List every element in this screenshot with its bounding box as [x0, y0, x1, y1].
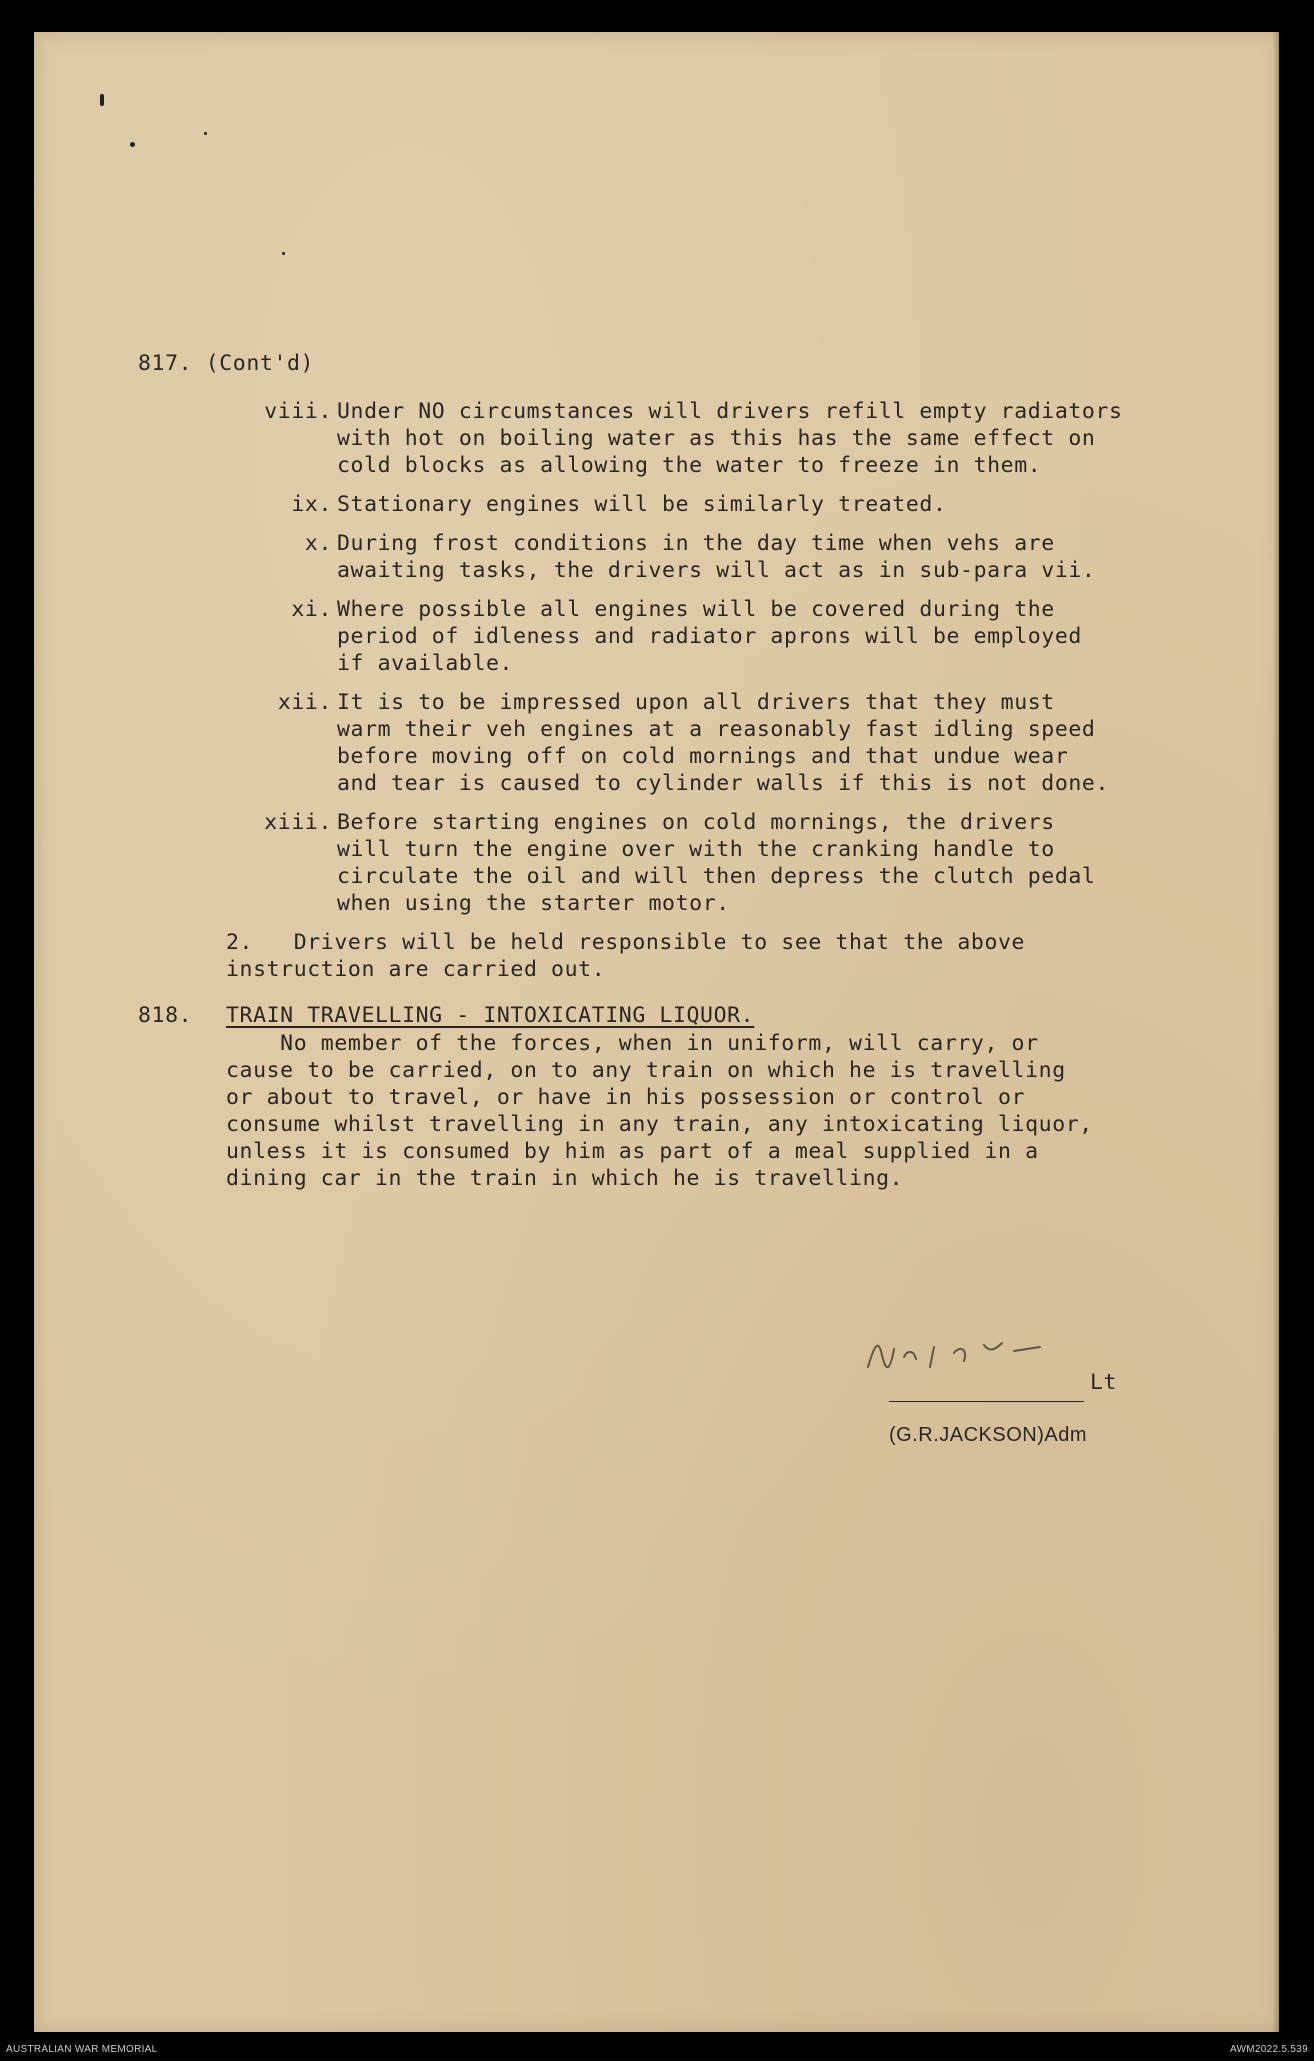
section-818-line-3: or about to travel, or have in his possession or control or: [226, 1085, 1026, 1110]
footer-reference: AWM2022.5.539: [1229, 2044, 1308, 2055]
item-ix-line-1: Stationary engines will be similarly treated.: [337, 492, 947, 517]
section-818-line-6: dining car in the train in which he is travelling.: [226, 1166, 904, 1191]
item-x-line-1: During frost conditions in the day time when vehs are: [337, 531, 1055, 556]
ink-speck: [100, 94, 104, 106]
ink-speck: [204, 132, 207, 135]
item-x-line-2: awaiting tasks, the drivers will act as in sub-para vii.: [337, 558, 1096, 583]
item-xi-line-1: Where possible all engines will be covered during the: [337, 597, 1055, 622]
ink-speck: [282, 252, 285, 255]
handwritten-signature: [864, 1327, 1064, 1377]
para-2-line-1: 2. Drivers will be held responsible to see that the above: [226, 930, 1026, 955]
signature-line: [889, 1401, 1084, 1402]
item-xiii-line-2: will turn the engine over with the cranking handle to: [337, 837, 1055, 862]
section-818-line-1: No member of the forces, when in uniform, will carry, or: [226, 1031, 1039, 1056]
item-xiii-line-4: when using the starter motor.: [337, 891, 730, 916]
item-x-number: x.: [304, 531, 332, 556]
ink-speck: [130, 142, 135, 147]
item-viii-line-3: cold blocks as allowing the water to freeze in them.: [337, 453, 1042, 478]
item-xi-line-3: if available.: [337, 651, 514, 676]
item-xiii-number: xiii.: [264, 810, 332, 835]
section-818-line-2: cause to be carried, on to any train on which he is travelling: [226, 1058, 1066, 1083]
signature-name: (G.R.JACKSON)Adm: [889, 1424, 1088, 1446]
section-818-line-4: consume whilst travelling in any train, any intoxicating liquor,: [226, 1112, 1093, 1137]
item-viii-line-1: Under NO circumstances will drivers refill empty radiators: [337, 399, 1123, 424]
section-818-line-5: unless it is consumed by him as part of a meal supplied in a: [226, 1139, 1039, 1164]
item-xii-line-3: before moving off on cold mornings and that undue wear: [337, 744, 1069, 769]
document-page: [34, 32, 1279, 2032]
item-xiii-line-3: circulate the oil and will then depress the clutch pedal: [337, 864, 1096, 889]
item-xi-number: xi.: [291, 597, 332, 622]
item-xiii-line-1: Before starting engines on cold mornings, the drivers: [337, 810, 1055, 835]
item-ix-number: ix.: [291, 492, 332, 517]
item-xii-line-4: and tear is caused to cylinder walls if this is not done.: [337, 771, 1110, 796]
item-xii-line-2: warm their veh engines at a reasonably fast idling speed: [337, 717, 1096, 742]
footer-institution: AUSTRALIAN WAR MEMORIAL: [6, 2044, 158, 2055]
item-xii-number: xii.: [277, 690, 332, 715]
item-viii-line-2: with hot on boiling water as this has the same effect on: [337, 426, 1096, 451]
item-viii-number: viii.: [264, 399, 332, 424]
section-818-number: 818.: [138, 1003, 193, 1028]
para-2-line-2: instruction are carried out.: [226, 957, 606, 982]
signature-rank: Lt: [1090, 1370, 1118, 1395]
item-xii-line-1: It is to be impressed upon all drivers that they must: [337, 690, 1055, 715]
section-818-title: TRAIN TRAVELLING - INTOXICATING LIQUOR.: [226, 1003, 755, 1028]
item-xi-line-2: period of idleness and radiator aprons will be employed: [337, 624, 1082, 649]
section-817-heading: 817. (Cont'd): [138, 351, 315, 376]
